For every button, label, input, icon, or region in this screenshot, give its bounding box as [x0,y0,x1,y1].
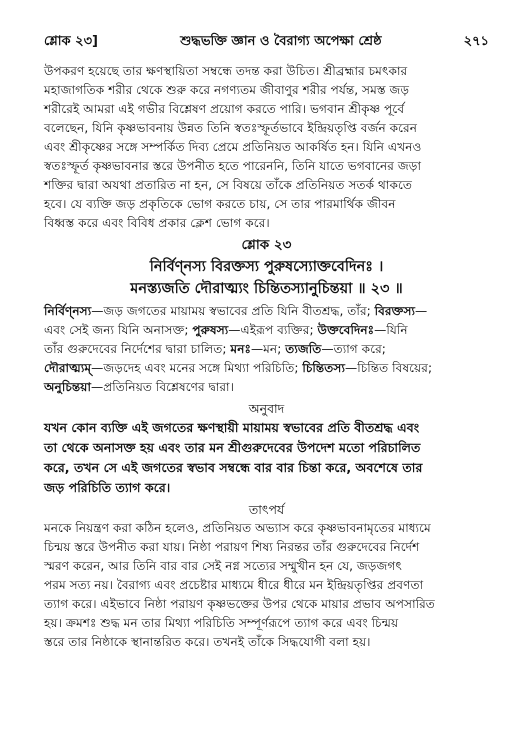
sanskrit-word: উক্তবেদিনঃ [317,323,375,337]
sanskrit-word: দৌরাত্ম্যম্ [44,361,92,375]
word-meaning: —মন; [250,342,286,356]
purport-line: স্তরে তার নিষ্ঠাকে স্থানান্তরিত করে। তখনই তাঁকে সিদ্ধযোগী বলা হয়। [44,635,371,649]
sanskrit-word: চিন্তিতস্য [302,361,346,375]
word-meaning: — [415,304,428,318]
purport-heading: তাৎপর্য [248,502,285,517]
translation-line: তা থেকে অনাসক্ত হয় এবং তার মন শ্রীগুরুদেবের উপদেশ মতো পরিচালিত [44,440,421,455]
translation-text [44,418,489,498]
text-line: বলেছেন, যিনি কৃষ্ণভাবনায় উন্নত তিনি স্বতঃস্ফূর্তভাবে ইন্দ্রিয়তৃপ্তি বর্জন করেন [44,121,418,135]
word-meaning: —চিন্তিত বিষয়ের; [345,361,433,375]
text-line: শরীরেই আমরা এই গভীর বিশ্লেষণ প্রয়োগ করতে পারি। ভগবান শ্রীকৃষ্ণ পূর্বে [44,102,405,116]
purport-line: পরম সত্য নয়। বৈরাগ্য এবং প্রচেষ্টার মাধ্যমে ধীরে ধীরে মন ইন্দ্রিয়তৃপ্তির প্রবণতা [44,578,424,592]
purport-line: ত্যাগ করে। এইভাবে নিষ্ঠা পরায়ণ কৃষ্ণভক্তের উপর থেকে মায়ার প্রভাব অপসারিত [44,597,435,611]
intro-paragraph [44,62,489,233]
translation-line: জড় পরিচিতি ত্যাগ করে। [44,480,171,495]
page-number: ২৭১ [463,34,489,49]
translation-heading: অনুবাদ [248,401,285,416]
sanskrit-word: নির্বিণ্নস্য [44,304,92,318]
sanskrit-word: পুরুষস্য [192,323,229,337]
purport-line: হয়। ক্রমশঃ শুদ্ধ মন তার মিথ্যা পরিচিতি সম্পূর্ণরূপে ত্যাগ করে এবং চিন্ময় [44,616,399,630]
word-meaning: —জড় জগতের মায়াময় স্বভাবের প্রতি যিনি বীতশ্রদ্ধ, তাঁর; [91,304,375,318]
verse-line: নির্বিণ্নস্য বিরক্তস্য পুরুষস্যোক্তবেদিনঃ । [149,259,384,275]
sanskrit-word: অনুচিন্তয়া [44,380,92,394]
page-content [44,62,489,652]
text-line: বিধ্বস্ত করে এবং বিবিধ প্রকার ক্লেশ ভোগ করে। [44,216,270,230]
word-meaning: —প্রতিনিয়ত বিশ্লেষণের দ্বারা। [91,380,234,394]
purport-line: মনকে নিয়ন্ত্রণ করা কঠিন হলেও, প্রতিনিয়ত অভ্যাস করে কৃষ্ণভাবনামৃতের মাধ্যমে [44,521,431,535]
word-meaning: —জড়দেহ এবং মনের সঙ্গে মিথ্যা পরিচিতি; [91,361,303,375]
word-meaning: —যিনি [374,323,408,337]
running-header [44,32,489,53]
text-line: এবং শ্রীকৃষ্ণের সঙ্গে সম্পর্কিত দিব্য প্রেমে প্রতিনিয়ত আকর্ষিত হন। যিনি এখনও [44,140,422,154]
verse-line: মনস্ত্যজতি দৌরাত্ম্যং চিন্তিতস্যানুচিন্তয়া ॥ ২৩ ॥ [130,281,403,297]
purport-text [44,519,489,652]
sanskrit-word: বিরক্তস্য [374,304,416,318]
word-meaning: তাঁর গুরুদেবের নির্দেশের দ্বারা চালিত; [44,342,231,356]
text-line: স্বতঃস্ফূর্ত কৃষ্ণভাবনার স্তরে উপনীত হতে পারেননি, তিনি যাতে ভগবানের জড়া [44,159,422,173]
word-meaning: এবং সেই জন্য যিনি অনাসক্ত; [44,323,193,337]
header-verse-ref: শ্লোক ২৩] [44,34,98,49]
sanskrit-verse [44,256,489,300]
purport-line: স্মরণ করেন, আর তিনি বার বার সেই নগ্ন সত্যের সম্মুখীন হন যে, জড়জগৎ [44,559,402,573]
text-line: মহাজাগতিক শরীর থেকে শুরু করে নগণ্যতম জীবাণুর শরীর পর্যন্ত, সমস্ত জড় [44,83,410,97]
translation-line: যখন কোন ব্যক্তি এই জগতের ক্ষণস্থায়ী মায়াময় স্বভাবের প্রতি বীতশ্রদ্ধ এবং [44,420,420,435]
word-meaning: —এইরূপ ব্যক্তির; [228,323,318,337]
purport-line: চিন্ময় স্তরে উপনীত করা যায়। নিষ্ঠা পরায়ণ শিষ্য নিরন্তর তাঁর গুরুদেবের নির্দেশ [44,540,420,554]
text-line: উপকরণ হয়েছে তার ক্ষণস্থায়িতা সম্বন্ধে তদন্ত করা উচিত। শ্রীব্রহ্মার চমৎকার [44,64,408,78]
sanskrit-word: ত্যজতি [285,342,322,356]
sanskrit-word: মনঃ [230,342,251,356]
chapter-title: শুদ্ধভক্তি জ্ঞান ও বৈরাগ্য অপেক্ষা শ্রেষ্ঠ [180,34,382,49]
word-meanings [44,302,489,397]
shloka-label: শ্লোক ২৩ [241,237,292,253]
text-line: শক্তির দ্বারা অযথা প্রতারিত না হন, সে বিষয়ে তাঁকে প্রতিনিয়ত সতর্ক থাকতে [44,178,413,192]
word-meaning: —ত্যাগ করে; [321,342,386,356]
translation-line: করে, তখন সে এই জগতের স্বভাব সম্বন্ধে বার বার চিন্তা করে, অবশেষে তার [44,460,423,475]
text-line: হবে। যে ব্যক্তি জড় প্রকৃতিকে ভোগ করতে চায়, সে তার পারমার্থিক জীবন [44,197,396,211]
